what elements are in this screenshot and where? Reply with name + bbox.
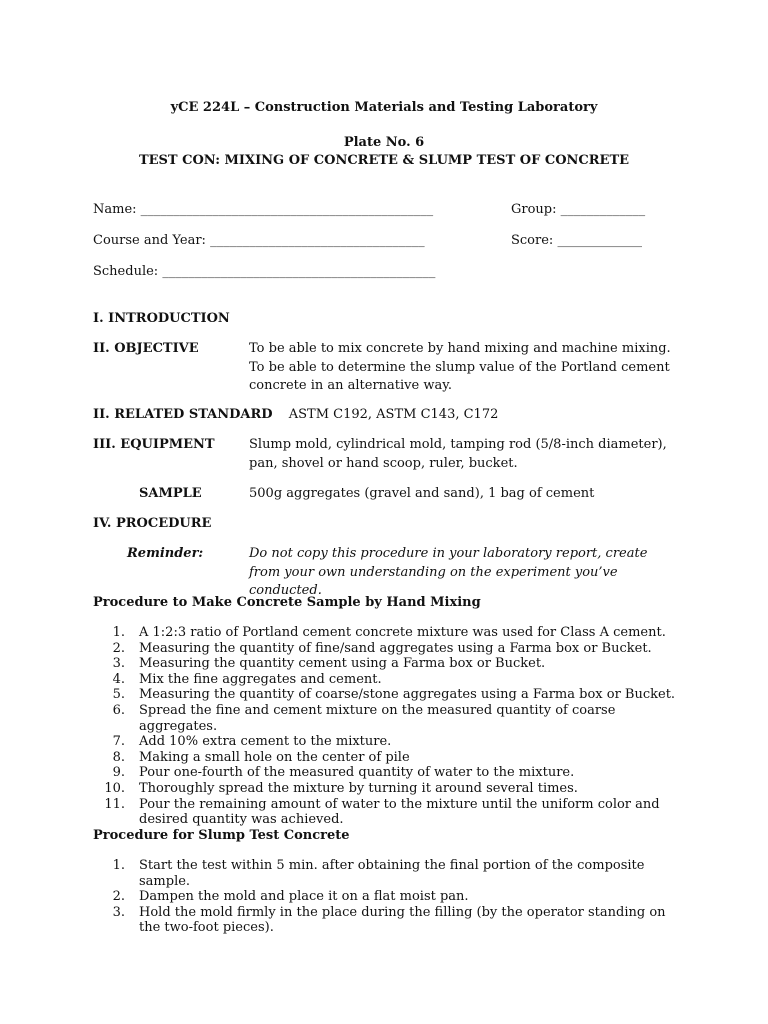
group-field [511, 202, 645, 218]
score-field [511, 233, 642, 249]
list-item: 4. Mix the fine aggregates and cement. [112, 671, 382, 687]
objective-heading: II. OBJECTIVE [93, 341, 199, 356]
schedule-blank: __________________________________________ [162, 264, 436, 279]
plate-number: Plate No. 6 [343, 135, 425, 150]
sample-heading: SAMPLE [139, 486, 202, 501]
introduction-heading: I. INTRODUCTION [93, 311, 230, 326]
slump-test-heading: Procedure for Slump Test Concrete [93, 828, 350, 843]
course-title: yCE 224L – Construction Materials and Testing Laboratory [170, 100, 598, 115]
sample-text: 500g aggregates (gravel and sand), 1 bag of cement [249, 486, 595, 501]
list-item: 7. Add 10% extra cement to the mixture. [112, 734, 392, 750]
related-standard-heading: II. RELATED STANDARD [93, 407, 273, 422]
course-year-field [93, 233, 425, 249]
course-year-label: Course and Year: [93, 233, 206, 248]
name-field [93, 202, 433, 218]
list-item: 2. Measuring the quantity of fine/sand aggregates using a Farma box or Bucket. [112, 640, 652, 656]
list-item: 1. A 1:2:3 ratio of Portland cement concrete mixture was used for Class A cement. [112, 625, 666, 640]
list-item: 6. Spread the fine and cement mixture on the measured quantity of coarse aggregates. [112, 702, 616, 734]
score-blank: _____________ [557, 233, 642, 248]
list-item: 11. Pour the remaining amount of water to the mixture until the uniform color and desired quantity was achieved. [104, 796, 660, 828]
hand-mixing-steps [93, 625, 679, 828]
reminder-text: Do not copy this procedure in your laboratory report, create from your own understanding on the experiment you’ve conducted. [249, 546, 648, 598]
group-blank: _____________ [560, 202, 646, 217]
list-item: 1. Start the test within 5 min. after obtaining the final portion of the composite sample. [112, 858, 645, 889]
procedure-heading: IV. PROCEDURE [93, 516, 212, 531]
schedule-field [93, 264, 435, 280]
hand-mixing-heading: Procedure to Make Concrete Sample by Hand Mixing [93, 595, 481, 610]
list-item: 9. Pour one-fourth of the measured quantity of water to the mixture. [112, 765, 575, 781]
slump-test-steps [93, 858, 679, 936]
score-label: Score: [511, 233, 554, 248]
related-standard-text: ASTM C192, ASTM C143, C172 [288, 407, 499, 422]
reminder-label: Reminder: [127, 546, 204, 561]
related-standard-row [93, 407, 498, 423]
equipment-heading: III. EQUIPMENT [93, 437, 215, 452]
equipment-text: Slump mold, cylindrical mold, tamping rod (5/8-inch diameter), pan, shovel or hand scoop, ruler, bucket. [249, 437, 667, 471]
test-title: TEST CON: MIXING OF CONCRETE & SLUMP TEST OF CONCRETE [138, 153, 630, 168]
name-label: Name: [93, 202, 137, 217]
course-year-blank: _________________________________ [210, 233, 425, 248]
list-item: 3. Measuring the quantity cement using a Farma box or Bucket. [112, 656, 546, 672]
list-item: 10. Thoroughly spread the mixture by turning it around several times. [104, 780, 578, 796]
list-item: 8. Making a small hole on the center of pile [112, 749, 410, 765]
objective-text: To be able to mix concrete by hand mixing and machine mixing. To be able to determine the slump value of the Portland cement concrete in an alternative way. [249, 341, 671, 393]
group-label: Group: [511, 202, 557, 217]
list-item: 5. Measuring the quantity of coarse/stone aggregates using a Farma box or Bucket. [112, 687, 676, 703]
list-item: 2. Dampen the mold and place it on a flat moist pan. [112, 889, 469, 905]
list-item: 3. Hold the mold firmly in the place during the filling (by the operator standing on the two-foot pieces). [112, 904, 666, 936]
name-blank: _____________________________________________ [140, 202, 434, 217]
schedule-label: Schedule: [93, 264, 159, 279]
